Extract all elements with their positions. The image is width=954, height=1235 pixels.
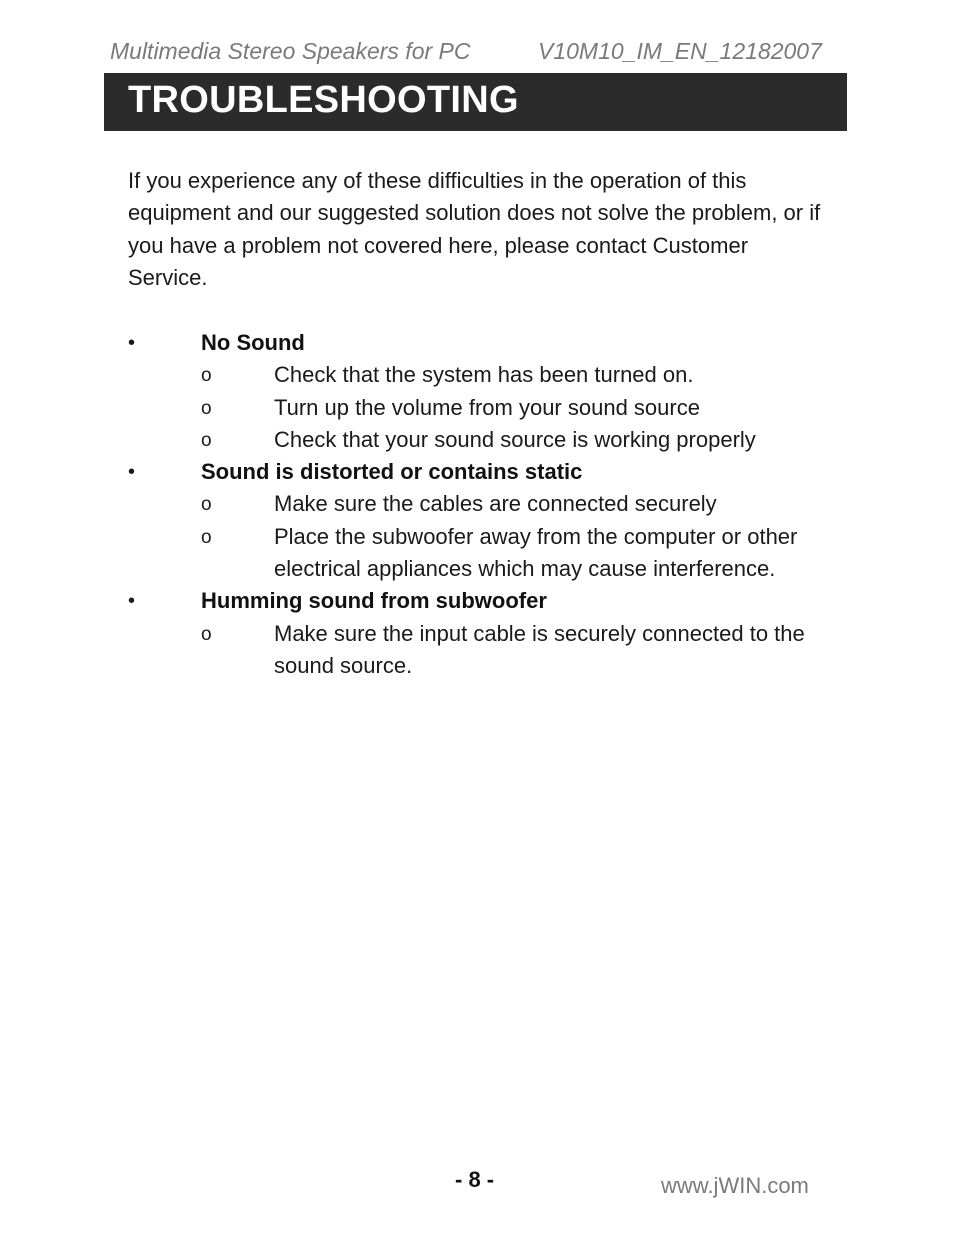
solution-text: Make sure the input cable is securely connected to the sound source. xyxy=(274,620,805,678)
issue-title: Humming sound from subwoofer xyxy=(201,588,547,614)
solution-item xyxy=(128,359,838,391)
product-name: Multimedia Stereo Speakers for PC xyxy=(110,38,471,64)
issue-item xyxy=(128,327,838,359)
section-title-bar xyxy=(104,73,847,131)
sub-bullet-icon: o xyxy=(201,429,212,451)
solution-item xyxy=(128,618,838,683)
issue-title: Sound is distorted or contains static xyxy=(201,459,583,485)
solution-item xyxy=(128,488,838,520)
solution-text: Check that the system has been turned on. xyxy=(274,362,694,388)
intro-paragraph: If you experience any of these difficulties in the operation of this equipment and our suggested solution does not solve the problem, or if you have a problem not covered here, please contact Customer Service. xyxy=(128,168,821,290)
solution-item xyxy=(128,392,838,424)
sub-bullet-icon: o xyxy=(201,397,212,419)
solution-text: Turn up the volume from your sound source xyxy=(274,394,700,420)
issue-item xyxy=(128,456,838,488)
issue-title: No Sound xyxy=(201,330,305,355)
bullet-icon: • xyxy=(128,461,136,484)
sub-bullet-icon: o xyxy=(201,494,212,516)
solution-text: Place the subwoofer away from the computer or other electrical appliances which may cause interference. xyxy=(274,523,798,582)
sub-bullet-icon: o xyxy=(201,623,212,645)
troubleshooting-list xyxy=(128,327,838,682)
issue-item xyxy=(128,585,838,617)
sub-bullet-icon: o xyxy=(201,365,212,387)
bullet-icon: • xyxy=(128,590,136,613)
document-code: V10M10_IM_EN_12182007 xyxy=(538,38,822,64)
solution-text: Make sure the cables are connected securely xyxy=(274,491,717,517)
website-url: www.jWIN.com xyxy=(661,1173,809,1198)
solution-item xyxy=(128,521,838,586)
section-title: TROUBLESHOOTING xyxy=(128,79,519,121)
page-number: - 8 - xyxy=(455,1167,495,1192)
solution-item xyxy=(128,424,838,456)
bullet-icon: • xyxy=(128,332,136,354)
solution-text: Check that your sound source is working properly xyxy=(274,426,756,452)
sub-bullet-icon: o xyxy=(201,526,212,548)
page-header xyxy=(110,38,822,65)
